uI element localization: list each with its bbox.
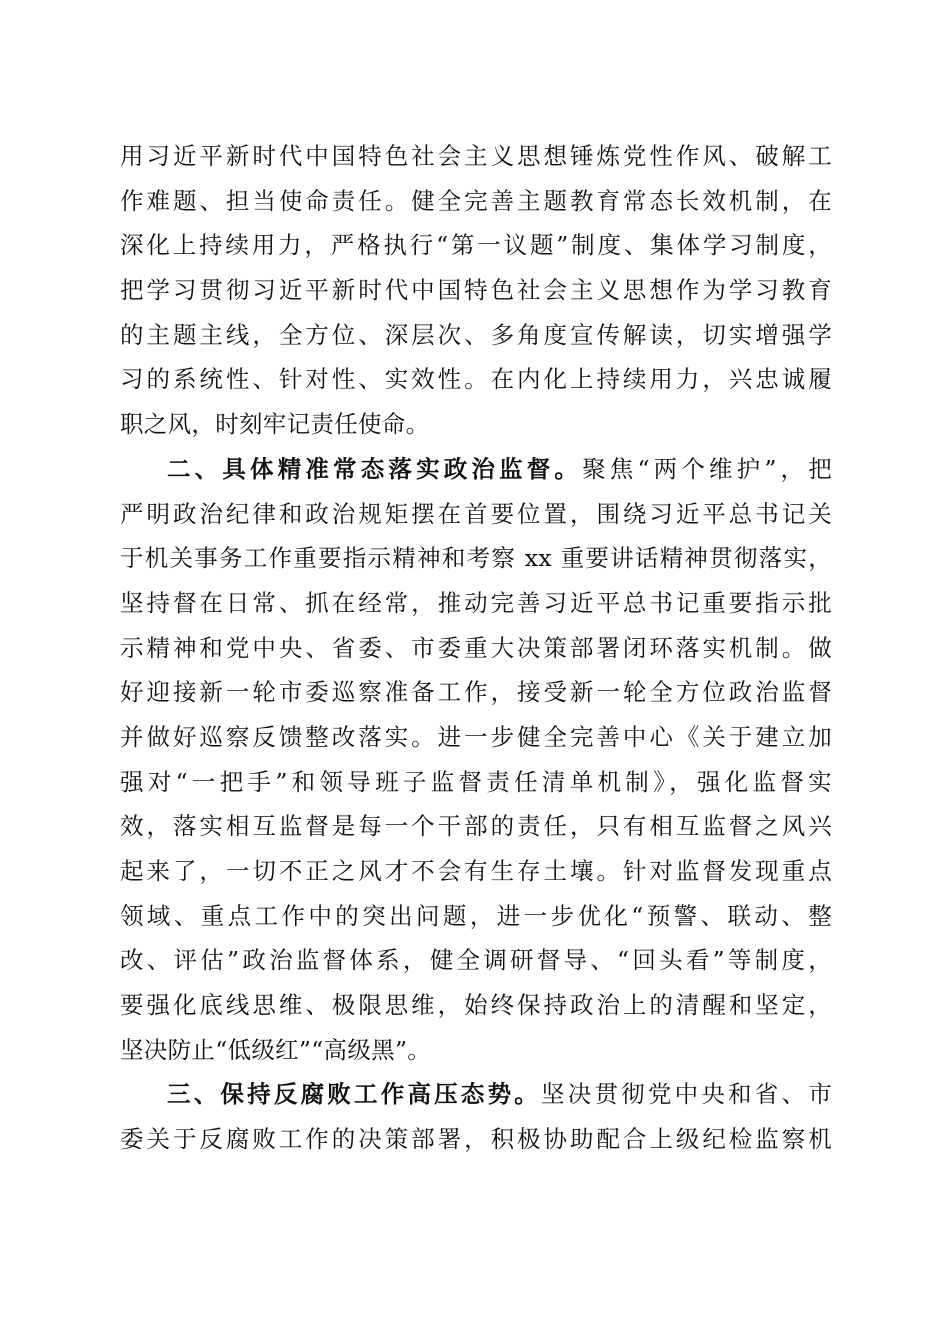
text-line: 把学习贯彻习近平新时代中国特色社会主义思想作为学习教育 — [120, 276, 832, 305]
text-line: 用习近平新时代中国特色社会主义思想锤炼党性作风、破解工 — [120, 142, 832, 170]
text-line: 改、评估”政治监督体系，健全调研督导、“回头看”等制度， — [120, 946, 832, 975]
section-heading-3: 三、保持反腐败工作高压态势。 — [167, 1080, 542, 1109]
text-line: 的主题主线，全方位、深层次、多角度宣传解读，切实增强学 — [120, 320, 832, 349]
text-line — [120, 1072, 832, 1117]
text-line: 严明政治纪律和政治规矩摆在首要位置，围绕习近平总书记关 — [120, 499, 832, 528]
text-line: 坚持督在日常、抓在经常，推动完善习近平总书记重要指示批 — [120, 588, 832, 617]
text-line: 起来了，一切不正之风才不会有生存土壤。针对监督发现重点 — [120, 857, 832, 885]
text-line: 领域、重点工作中的突出问题，进一步优化“预警、联动、整 — [120, 901, 832, 930]
paragraph-2 — [120, 447, 832, 1073]
document-body — [120, 134, 832, 1162]
text-line: 强对“一把手”和领导班子监督责任清单机制》，强化监督实 — [120, 767, 832, 796]
paragraph-1 — [120, 134, 832, 447]
text-line: 深化上持续用力，严格执行“第一议题”制度、集体学习制度， — [120, 231, 832, 260]
text-line: 职之风，时刻牢记责任使命。 — [120, 410, 430, 439]
text-line — [120, 447, 832, 492]
text-line: 要强化底线思维、极限思维，始终保持政治上的清醒和坚定， — [120, 991, 832, 1020]
text-line: 习的系统性、针对性、实效性。在内化上持续用力，兴忠诚履 — [120, 365, 832, 394]
text-line: 效，落实相互监督是每一个干部的责任，只有相互监督之风兴 — [120, 812, 832, 841]
text-line: 委关于反腐败工作的决策部署，积极协助配合上级纪检监察机 — [120, 1125, 832, 1154]
text-line: 坚决防止“低级红”“高级黑”。 — [120, 1035, 432, 1064]
heading-followup-text: 聚焦“两个维护”，把 — [582, 454, 833, 483]
text-line: 示精神和党中央、省委、市委重大决策部署闭环落实机制。做 — [120, 633, 832, 662]
text-line: 好迎接新一轮市委巡察准备工作，接受新一轮全方位政治监督 — [120, 678, 832, 707]
text-line: 并做好巡察反馈整改落实。进一步健全完善中心《关于建立加 — [120, 722, 832, 751]
section-heading-2: 二、具体精准常态落实政治监督。 — [167, 454, 583, 483]
text-line: 作难题、担当使命责任。健全完善主题教育常态长效机制，在 — [120, 186, 832, 215]
text-line: 于机关事务工作重要指示精神和考察 xx 重要讲话精神贯彻落实， — [120, 544, 832, 573]
paragraph-3 — [120, 1072, 832, 1161]
heading-followup-text: 坚决贯彻党中央和省、市 — [541, 1080, 832, 1109]
